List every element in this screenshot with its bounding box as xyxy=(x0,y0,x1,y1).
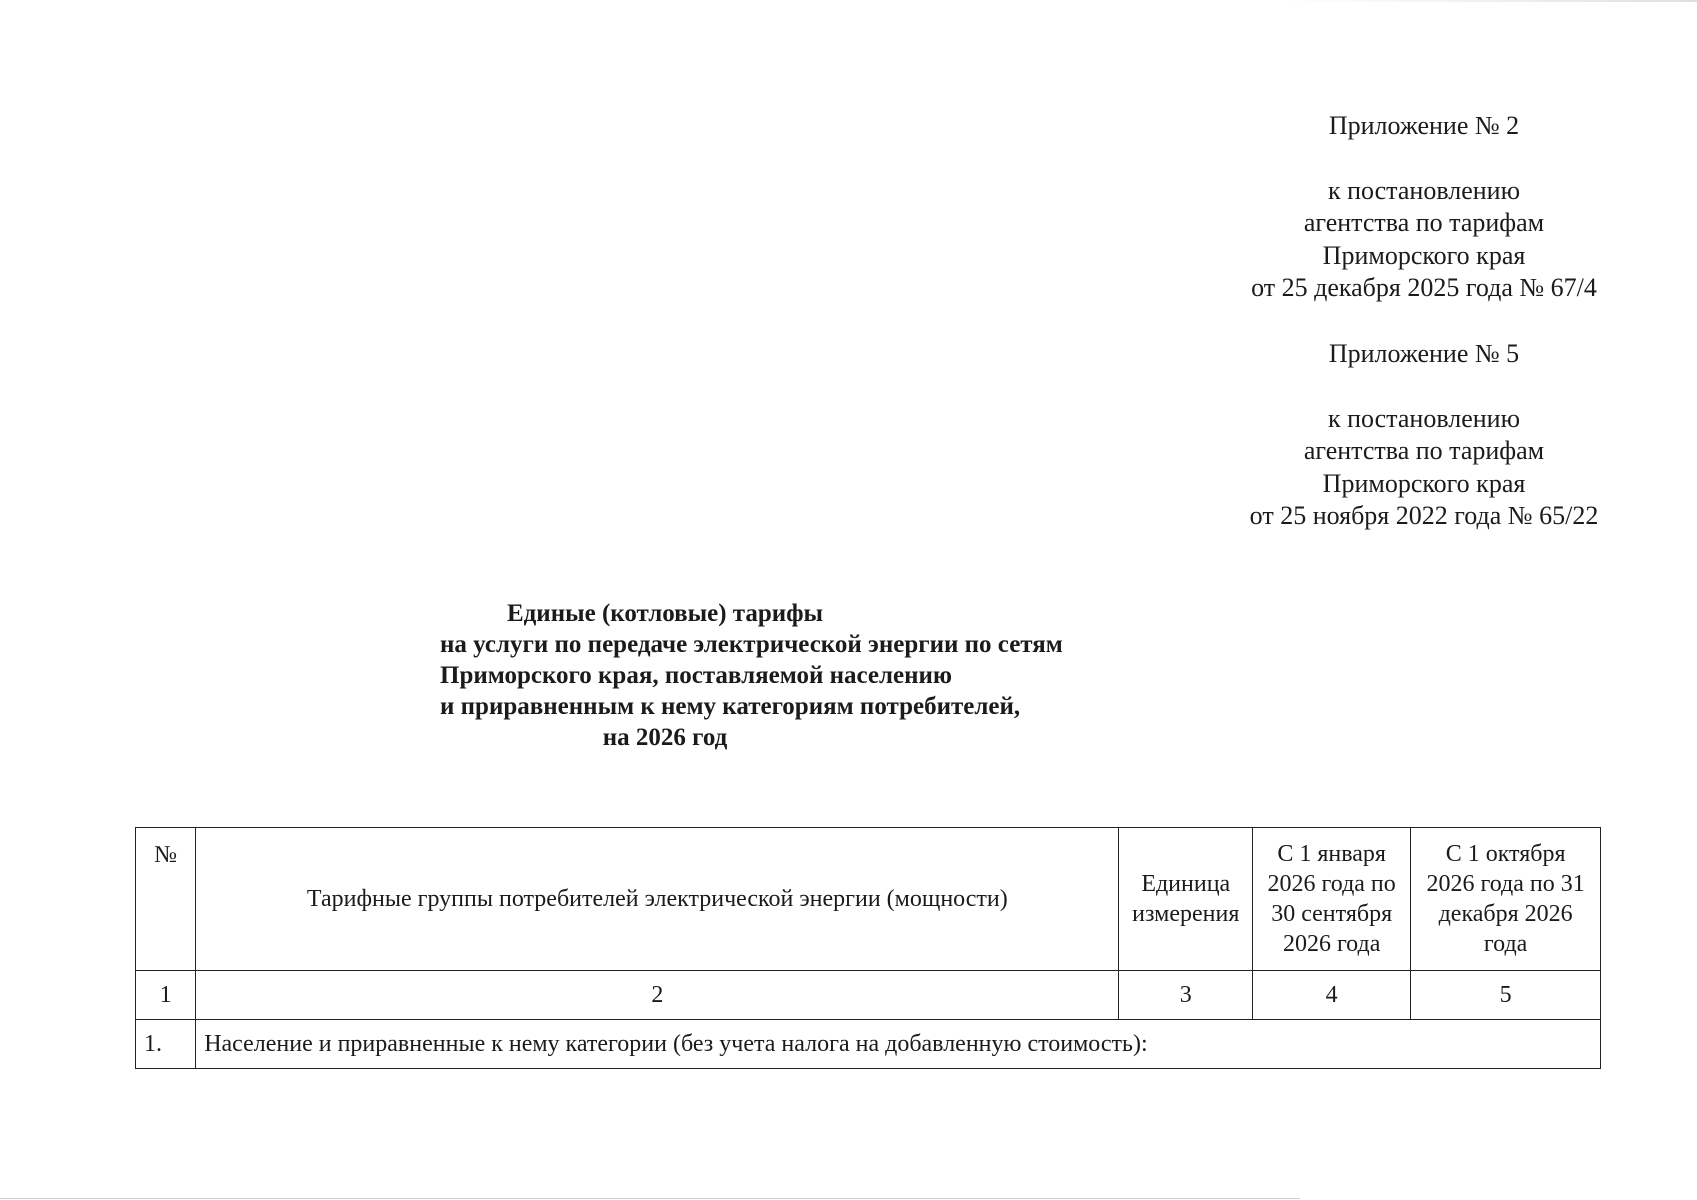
column-index-4: 4 xyxy=(1253,971,1411,1020)
header-period-1-line-2: 2026 года по xyxy=(1267,871,1396,897)
header-period-2-line-3: декабря 2026 xyxy=(1438,901,1573,927)
header-unit xyxy=(1119,828,1253,971)
appendix-2-date: от 25 декабря 2025 года № 67/4 xyxy=(1251,273,1597,302)
header-period-1-line-3: 30 сентября xyxy=(1271,901,1393,927)
row-number: 1. xyxy=(136,1020,196,1069)
header-period-1 xyxy=(1253,828,1411,971)
appendix-5-number: Приложение № 5 xyxy=(1328,339,1520,368)
header-period-2-line-1: С 1 октября xyxy=(1445,841,1566,867)
appendix-2-agency: агентства по тарифам xyxy=(1303,208,1545,237)
column-index-3: 3 xyxy=(1119,971,1253,1020)
appendix-5-agency: агентства по тарифам xyxy=(1303,436,1545,465)
title-line-4: и приравненным к нему категориям потребителей, xyxy=(440,693,1021,720)
appendix-5-date: от 25 ноября 2022 года № 65/22 xyxy=(1249,501,1599,530)
header-period-2-line-4: года xyxy=(1483,931,1528,957)
title-line-5: на 2026 год xyxy=(602,724,728,751)
table-header-row xyxy=(136,828,1601,971)
header-number: № xyxy=(136,828,196,971)
appendix-5-header xyxy=(1224,338,1624,533)
scan-artifact-top xyxy=(1280,0,1697,2)
column-index-2: 2 xyxy=(196,971,1119,1020)
row-category-text: Население и приравненные к нему категории (без учета налога на добавленную стоимость): xyxy=(196,1020,1601,1069)
column-index-1: 1 xyxy=(136,971,196,1020)
header-period-2-line-2: 2026 года по 31 xyxy=(1426,871,1585,897)
title-line-2: на услуги по передаче электрической энергии по сетям xyxy=(440,631,1063,658)
appendix-2-header xyxy=(1224,110,1624,305)
column-index-5: 5 xyxy=(1411,971,1601,1020)
appendix-5-ref: к постановлению xyxy=(1327,403,1521,433)
header-unit-line-2: измерения xyxy=(1132,901,1240,927)
appendix-5-region: Приморского края xyxy=(1322,468,1526,498)
scan-artifact-bottom xyxy=(0,1198,1300,1199)
document-title xyxy=(440,598,1063,753)
header-period-1-line-4: 2026 года xyxy=(1282,931,1381,957)
header-period-1-line-1: С 1 января xyxy=(1277,841,1386,867)
title-line-1: Единые (котловые) тарифы xyxy=(506,600,824,627)
tariff-table xyxy=(135,827,1601,1069)
header-period-2 xyxy=(1411,828,1601,971)
table-row xyxy=(136,1020,1601,1069)
appendix-2-region: Приморского края xyxy=(1322,240,1526,270)
header-unit-line-1: Единица xyxy=(1141,871,1231,897)
appendix-2-ref: к постановлению xyxy=(1327,175,1521,205)
title-line-3: Приморского края, поставляемой населению xyxy=(440,662,953,689)
table-column-index-row xyxy=(136,971,1601,1020)
header-tariff-groups: Тарифные группы потребителей электрической энергии (мощности) xyxy=(196,828,1119,971)
appendix-2-number: Приложение № 2 xyxy=(1328,111,1520,140)
